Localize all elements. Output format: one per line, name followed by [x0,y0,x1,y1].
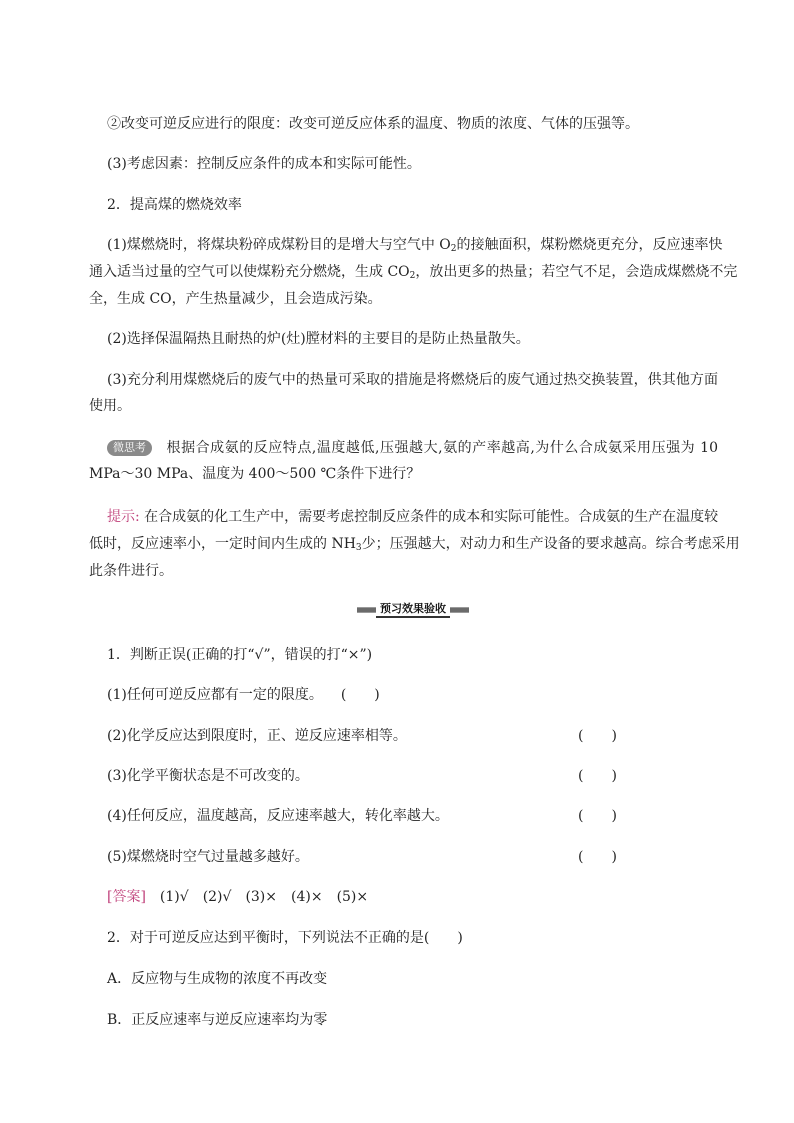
paragraph-coal-1-line1: (1)煤燃烧时，将煤块粉碎成煤粉目的是增大与空气中 $O_2$的接触面积，煤粉燃烧更充分，反应速率快 [107,237,723,254]
q1-answer: [答案] (1)√ (2)√ (3)× (4)× (5)× [107,889,369,905]
think-question-line2: MPa～30 MPa、温度为 400～500 ℃条件下进行？ [89,466,421,482]
heading-coal-efficiency: 2．提高煤的燃烧效率 [107,197,242,213]
answer-paren: ( ) [578,808,617,824]
think-question-line1: 微思考 根据合成氨的反应特点,温度越低,压强越大,氨的产率越高,为什么合成氨采用压强为 10 [107,438,718,458]
paragraph-consideration: (3)考虑因素：控制反应条件的成本和实际可能性。 [107,156,421,172]
answer-label: [答案] [107,889,146,905]
hint-line3: 此条件进行。 [89,563,173,579]
q1-item-1: (1)任何可逆反应都有一定的限度。 ( ) [107,687,380,703]
paragraph-coal-2: (2)选择保温隔热且耐热的炉(灶)膛材料的主要目的是防止热量散失。 [107,331,530,347]
answer-paren: ( ) [340,687,380,703]
hint-line1: 提示: 在合成氨的化工生产中，需要考虑控制反应条件的成本和实际可能性。合成氨的生产在温度较 [107,509,719,525]
think-badge: 微思考 [107,440,152,456]
answer-paren: ( ) [578,728,617,744]
hint-line2: 低时，反应速率小，一定时间内生成的 $NH_3$少；压强越大，对动力和生产设备的要求越高。综合考虑采用 [89,536,740,553]
q2-title: 2．对于可逆反应达到平衡时，下列说法不正确的是( ) [107,930,463,946]
q2-option-a: A．反应物与生成物的浓度不再改变 [107,971,328,987]
section-banner [357,602,469,618]
q1-title: 1．判断正误(正确的打“√”，错误的打“×”) [107,647,373,663]
q1-item-2: (2)化学反应达到限度时，正、逆反应速率相等。 [107,728,407,744]
section-title: 预习效果验收 [376,602,450,618]
hint-label: 提示: [107,509,140,525]
q2-option-b: B．正反应速率与逆反应速率均为零 [107,1012,328,1028]
q1-item-5: (5)煤燃烧时空气过量越多越好。 [107,849,309,865]
q1-item-4: (4)任何反应，温度越高，反应速率越大，转化率越大。 [107,808,449,824]
banner-right-bar [450,607,469,613]
banner-left-bar [357,607,376,613]
paragraph-coal-1-line2: 通入适当过量的空气可以使煤粉充分燃烧，生成 $CO_2$，放出更多的热量；若空气不足，会造成煤燃烧不完 [89,264,738,281]
answer-paren: ( ) [578,768,617,784]
paragraph-coal-1-line3: 全，生成 CO，产生热量减少，且会造成污染。 [89,291,382,307]
q1-item-3: (3)化学平衡状态是不可改变的。 [107,768,309,784]
paragraph-coal-3-line2: 使用。 [89,398,131,414]
paragraph-change-limit: ②改变可逆反应进行的限度：改变可逆反应体系的温度、物质的浓度、气体的压强等。 [107,116,639,132]
paragraph-coal-3-line1: (3)充分利用煤燃烧后的废气中的热量可采取的措施是将燃烧后的废气通过热交换装置，供其他方面 [107,372,718,388]
answer-paren: ( ) [578,849,617,865]
